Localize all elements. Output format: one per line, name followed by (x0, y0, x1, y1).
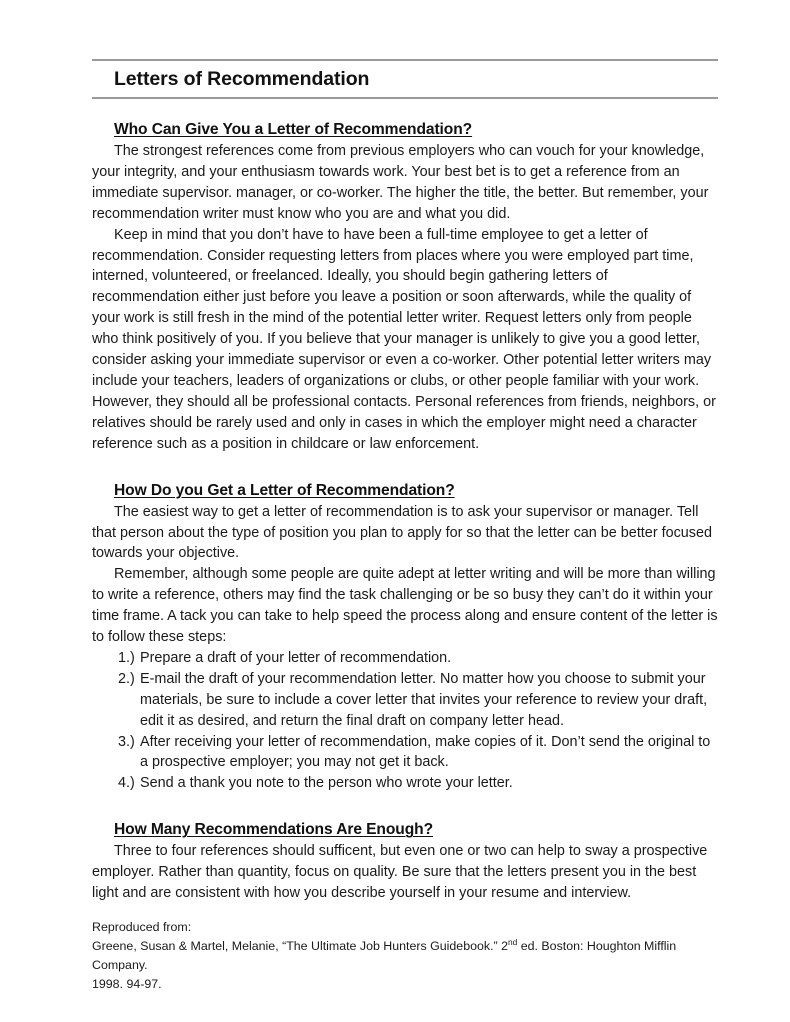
list-item-text: Prepare a draft of your letter of recommendation. (140, 649, 452, 666)
list-item-text: E-mail the draft of your recommendation letter. No matter how you choose to submit your materials, be sure to include a cover letter that invites your reference to review your draft, edit it as desired, and return the final draft on company letter head. (140, 670, 708, 729)
footer-reproduced-label: Reproduced from: (92, 920, 192, 934)
paragraph-three-to-four: Three to four references should sufficent, but even one or two can help to sway a prospective employer. Rather than quantity, focus on quality. Be sure that the letters present you in the best light and are consistent with how you describe yourself in your resume and interview. (92, 843, 708, 902)
list-item-marker: 1.) (118, 649, 135, 666)
section-heading-how-many-recommendations: How Many Recommendations Are Enough? (114, 821, 433, 839)
list-item (92, 732, 718, 774)
footer-citation-suffix: ed. Boston: Houghton Mifflin Company. (92, 939, 677, 972)
list-item (92, 648, 718, 669)
list-item-marker: 2.) (118, 670, 135, 687)
section-spacer-2 (92, 794, 718, 819)
title-rule-bottom (92, 97, 718, 99)
paragraph-remember-adept: Remember, although some people are quite adept at letter writing and will be more than willing to write a reference, others may find the task challenging or be so busy they can’t do it within your time frame. A tack you can take to help speed the process along and ensure content of the letter is to follow these steps: (92, 566, 718, 646)
paragraph-strongest-references: The strongest references come from previous employers who can vouch for your knowledge, your integrity, and your enthusiasm towards work. Your best bet is to get a reference from an immediate supervisor. manager, or co-worker. The higher the title, the better. But remember, your recommendation writer must know who you are and what you did. (92, 143, 709, 222)
list-item (92, 669, 718, 732)
footer-citation-line2: 1998. 94-97. (92, 977, 162, 991)
footer-citation-line1 (92, 937, 718, 975)
list-item (92, 773, 718, 794)
footer-citation-block (92, 918, 718, 994)
footer-citation-superscript: nd (507, 936, 518, 947)
list-item-text: Send a thank you note to the person who wrote your letter. (140, 775, 513, 792)
list-item-marker: 4.) (118, 775, 135, 792)
steps-list (92, 648, 718, 794)
section-heading-who-can-give: Who Can Give You a Letter of Recommendation? (114, 121, 473, 138)
page-title: Letters of Recommendation (114, 68, 370, 90)
footer-citation-prefix: Greene, Susan & Martel, Melanie, “The Ultimate Job Hunters Guidebook.” 2 (92, 939, 508, 953)
paragraph-easiest-way: The easiest way to get a letter of recommendation is to ask your supervisor or manager. Tell that person about the type of position you plan to apply for so that the letter can be better focused towards your objective. (92, 503, 713, 562)
list-item-text: After receiving your letter of recommendation, make copies of it. Don’t send the original to a prospective employer; you may not get it back. (140, 733, 711, 771)
document-title-block (92, 59, 718, 99)
section-spacer-1 (92, 455, 718, 480)
document-body (92, 119, 718, 904)
section-heading-how-do-you-get: How Do you Get a Letter of Recommendation? (114, 481, 455, 499)
paragraph-keep-in-mind: Keep in mind that you don’t have to have been a full-time employee to get a letter of recommendation. Consider requesting letters from places where you were employed part time, interned, volunteered, or freelanced. Ideally, you should begin gathering letters of recommendation either just before you leave a position or soon afterwards, while the quality of your work is still fresh in the mind of the potential letter writer. Request letters only from people who think positively of you. If you believe that your manager is unlikely to give you a good letter, consider asking your immediate supervisor or even a co-worker. Other potential letter writers may include your teachers, leaders of organizations or clubs, or other people familiar with your work. However, they should all be professional contacts. Personal references from friends, neighbors, or relatives should be rarely used and only in cases in which the employer might need a character reference such as a position in childcare or law enforcement. (92, 226, 716, 452)
list-item-marker: 3.) (118, 733, 135, 750)
